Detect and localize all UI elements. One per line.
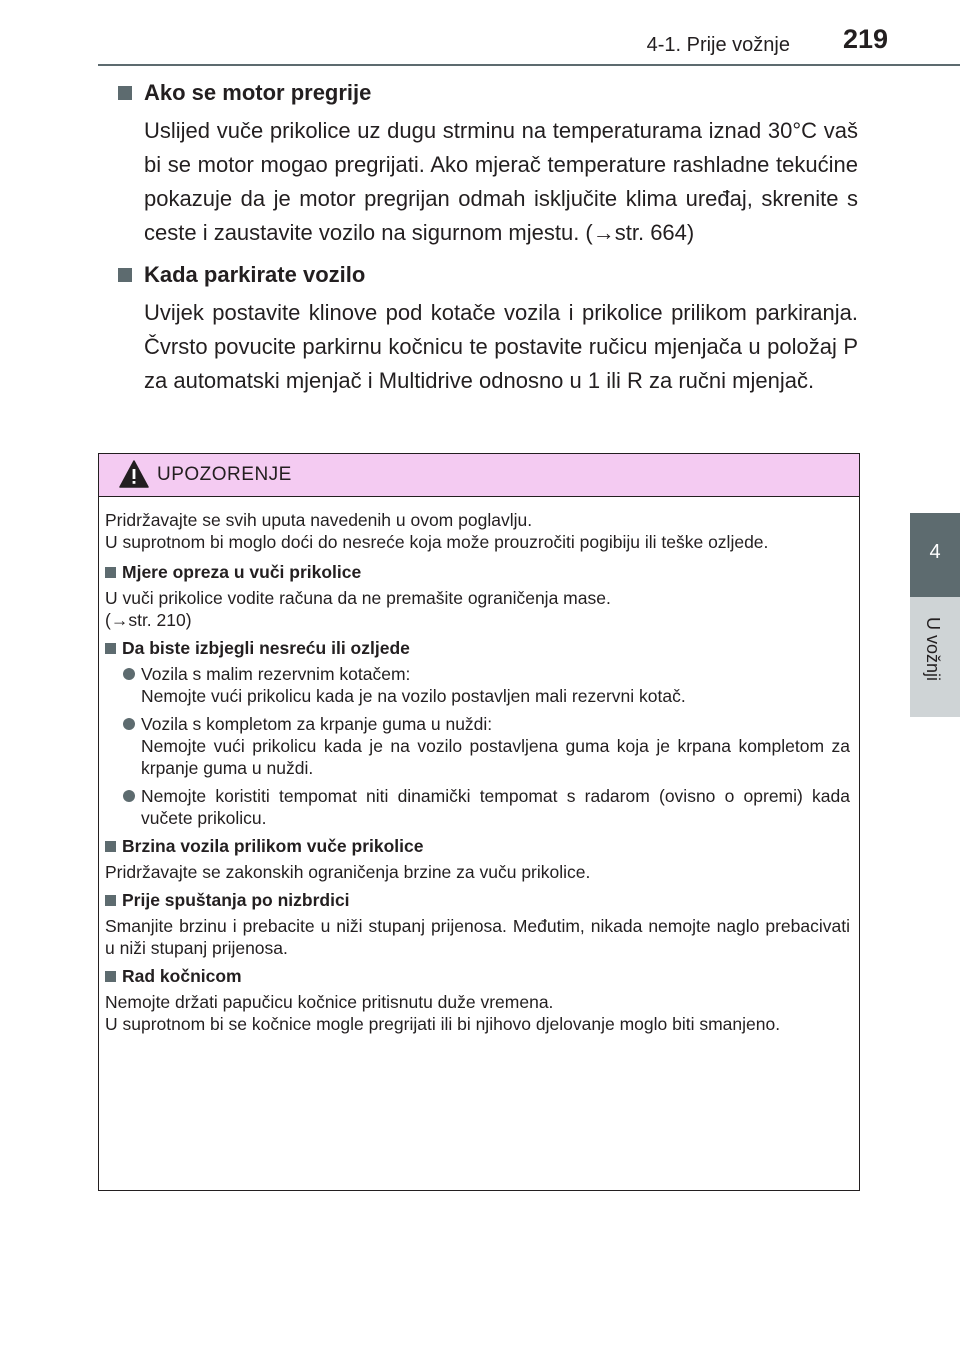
warning-subheading xyxy=(105,889,850,911)
square-bullet-icon xyxy=(105,643,116,654)
square-bullet-icon xyxy=(118,268,132,282)
warning-subheading-text: Da biste izbjegli nesreću ili ozljede xyxy=(122,638,410,658)
warning-subheading xyxy=(105,637,850,659)
page-number: 219 xyxy=(842,24,888,54)
page-reference: (→str. 210) xyxy=(105,610,192,630)
page-header xyxy=(0,0,960,66)
square-bullet-icon xyxy=(105,567,116,578)
section-heading-text: Kada parkirate vozilo xyxy=(144,262,366,287)
square-bullet-icon xyxy=(105,971,116,982)
warning-text xyxy=(105,991,850,1035)
warning-text: Pridržavajte se zakonskih ograničenja brzine za vuču prikolice. xyxy=(105,862,591,882)
warning-text-line: Nemojte držati papučicu kočnice pritisnutu duže vremena. xyxy=(105,992,554,1012)
warning-box xyxy=(98,453,860,1191)
warning-text-line: U vuči prikolice vodite računa da ne premašite ograničenja mase. xyxy=(105,588,611,608)
round-bullet-icon xyxy=(123,668,135,680)
bullet-line: Vozila s malim rezervnim kotačem: xyxy=(141,664,411,684)
bullet-line: Nemojte vući prikolicu kada je na vozilo postavljen mali rezervni kotač. xyxy=(141,686,686,706)
warning-subheading-text: Prije spuštanja po nizbrdici xyxy=(122,890,350,910)
warning-text: Smanjite brzinu i prebacite u niži stupanj prijenosa. Međutim, nikada nemojte naglo prebacivati u niži stupanj prijenosa. xyxy=(105,916,850,958)
chapter-title: U vožnji xyxy=(923,617,943,682)
bullet-item xyxy=(123,663,850,707)
warning-subheading xyxy=(105,965,850,987)
square-bullet-icon xyxy=(105,841,116,852)
header-rule xyxy=(98,64,960,66)
chapter-tab xyxy=(910,513,960,597)
bullet-line: Nemojte koristiti tempomat niti dinamički tempomat s radarom (ovisno o opremi) kada vučete prikolicu. xyxy=(141,786,850,828)
chapter-number: 4 xyxy=(929,541,941,563)
section-body: Uslijed vuče prikolice uz dugu strminu na temperaturama iznad 30°C vaš bi se motor mogao pregrijati. Ako mjerač temperature rashladne tekućine pokazuje da je motor pregrijan odmah isključite klima uređaj, skrenite s ceste i zaustavite vozilo na sigurnom mjestu. (→str. 664) xyxy=(144,118,858,245)
round-bullet-icon xyxy=(123,790,135,802)
main-content xyxy=(98,78,858,408)
section-heading xyxy=(98,78,858,108)
warning-title: UPOZORENJE xyxy=(157,464,292,485)
bullet-line: Nemojte vući prikolicu kada je na vozilo postavljena guma koja je krpana kompletom za krpanje guma u nuždi. xyxy=(141,736,850,778)
warning-intro-line: Pridržavajte se svih uputa navedenih u ovom poglavlju. xyxy=(105,510,533,530)
warning-intro xyxy=(105,509,850,553)
section-heading-text: Ako se motor pregrije xyxy=(144,80,372,105)
square-bullet-icon xyxy=(118,86,132,100)
warning-subheading xyxy=(105,561,850,583)
warning-subheading-text: Rad kočnicom xyxy=(122,966,242,986)
bullet-line: Vozila s kompletom za krpanje guma u nuždi: xyxy=(141,714,493,734)
bullet-item xyxy=(123,785,850,829)
warning-icon xyxy=(119,460,149,488)
warning-header xyxy=(99,454,859,497)
chapter-tab-label-area xyxy=(910,597,960,717)
warning-intro-line: U suprotnom bi moglo doći do nesreće koja može prouzročiti pogibiju ili teške ozljede. xyxy=(105,532,769,552)
warning-subheading-text: Mjere opreza u vuči prikolice xyxy=(122,562,362,582)
warning-subheading-text: Brzina vozila prilikom vuče prikolice xyxy=(122,836,424,856)
section-title: 4-1. Prije vožnje xyxy=(646,34,790,56)
warning-text xyxy=(105,587,850,631)
bullet-item xyxy=(123,713,850,779)
warning-body xyxy=(99,497,859,1035)
round-bullet-icon xyxy=(123,718,135,730)
warning-text-line: U suprotnom bi se kočnice mogle pregrijati ili bi njihovo djelovanje moglo biti smanjeno. xyxy=(105,1014,781,1034)
section-body: Uvijek postavite klinove pod kotače vozila i prikolice prilikom parkiranja. Čvrsto povucite parkirnu kočnicu te postavite ručicu mjenjača u položaj P za automatski mjenjač i Multidrive odnosno u 1 ili R za ručni mjenjač. xyxy=(144,300,858,393)
warning-subheading xyxy=(105,835,850,857)
square-bullet-icon xyxy=(105,895,116,906)
section-heading xyxy=(98,260,858,290)
